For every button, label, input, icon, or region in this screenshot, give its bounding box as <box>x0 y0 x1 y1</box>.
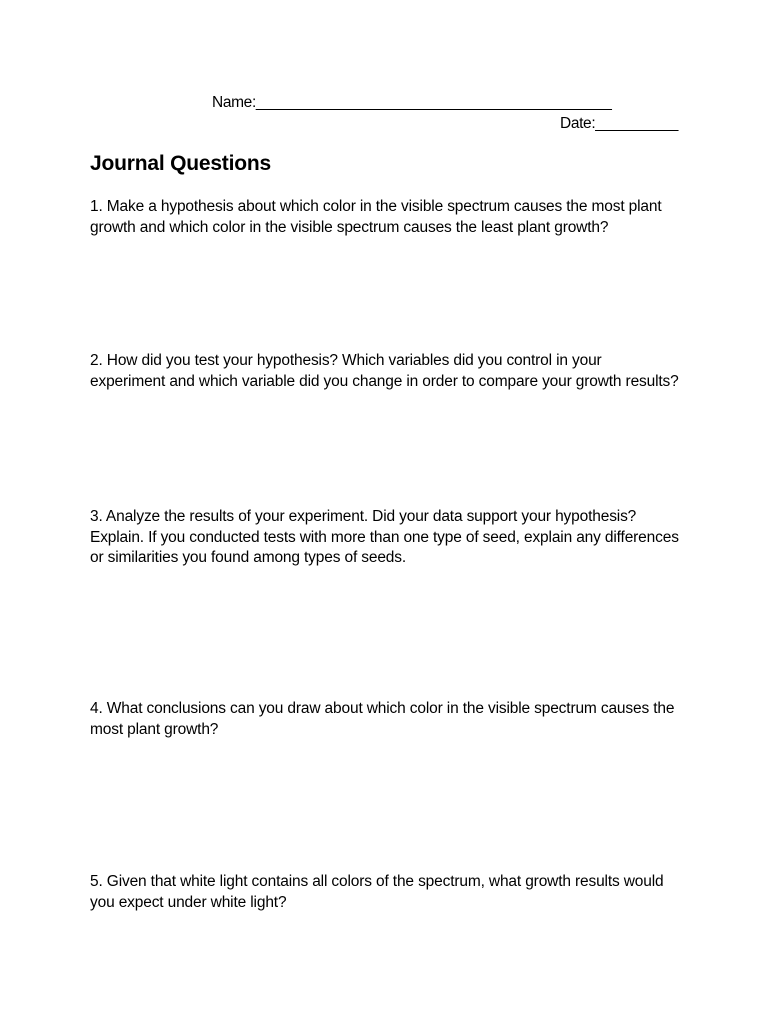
question-1: 1. Make a hypothesis about which color in the visible spectrum causes the most plant growth and which color in the visible spectrum causes the least plant growth? <box>90 198 662 236</box>
date-field-line: Date:__________ <box>559 115 678 132</box>
question-4: 4. What conclusions can you draw about which color in the visible spectrum causes the most plant growth? <box>90 700 675 738</box>
page-title: Journal Questions <box>90 152 271 175</box>
name-field-line: Name:___________________________________________ <box>212 94 612 111</box>
question-5: 5. Given that white light contains all colors of the spectrum, what growth results would you expect under white light? <box>90 873 664 911</box>
question-2: 2. How did you test your hypothesis? Which variables did you control in your experiment and which variable did you change in order to compare your growth results? <box>90 352 679 390</box>
question-3: 3. Analyze the results of your experiment. Did your data support your hypothesis? Explain. If you conducted tests with more than one type of seed, explain any differences or similarities you found among types of seeds. <box>90 508 679 566</box>
